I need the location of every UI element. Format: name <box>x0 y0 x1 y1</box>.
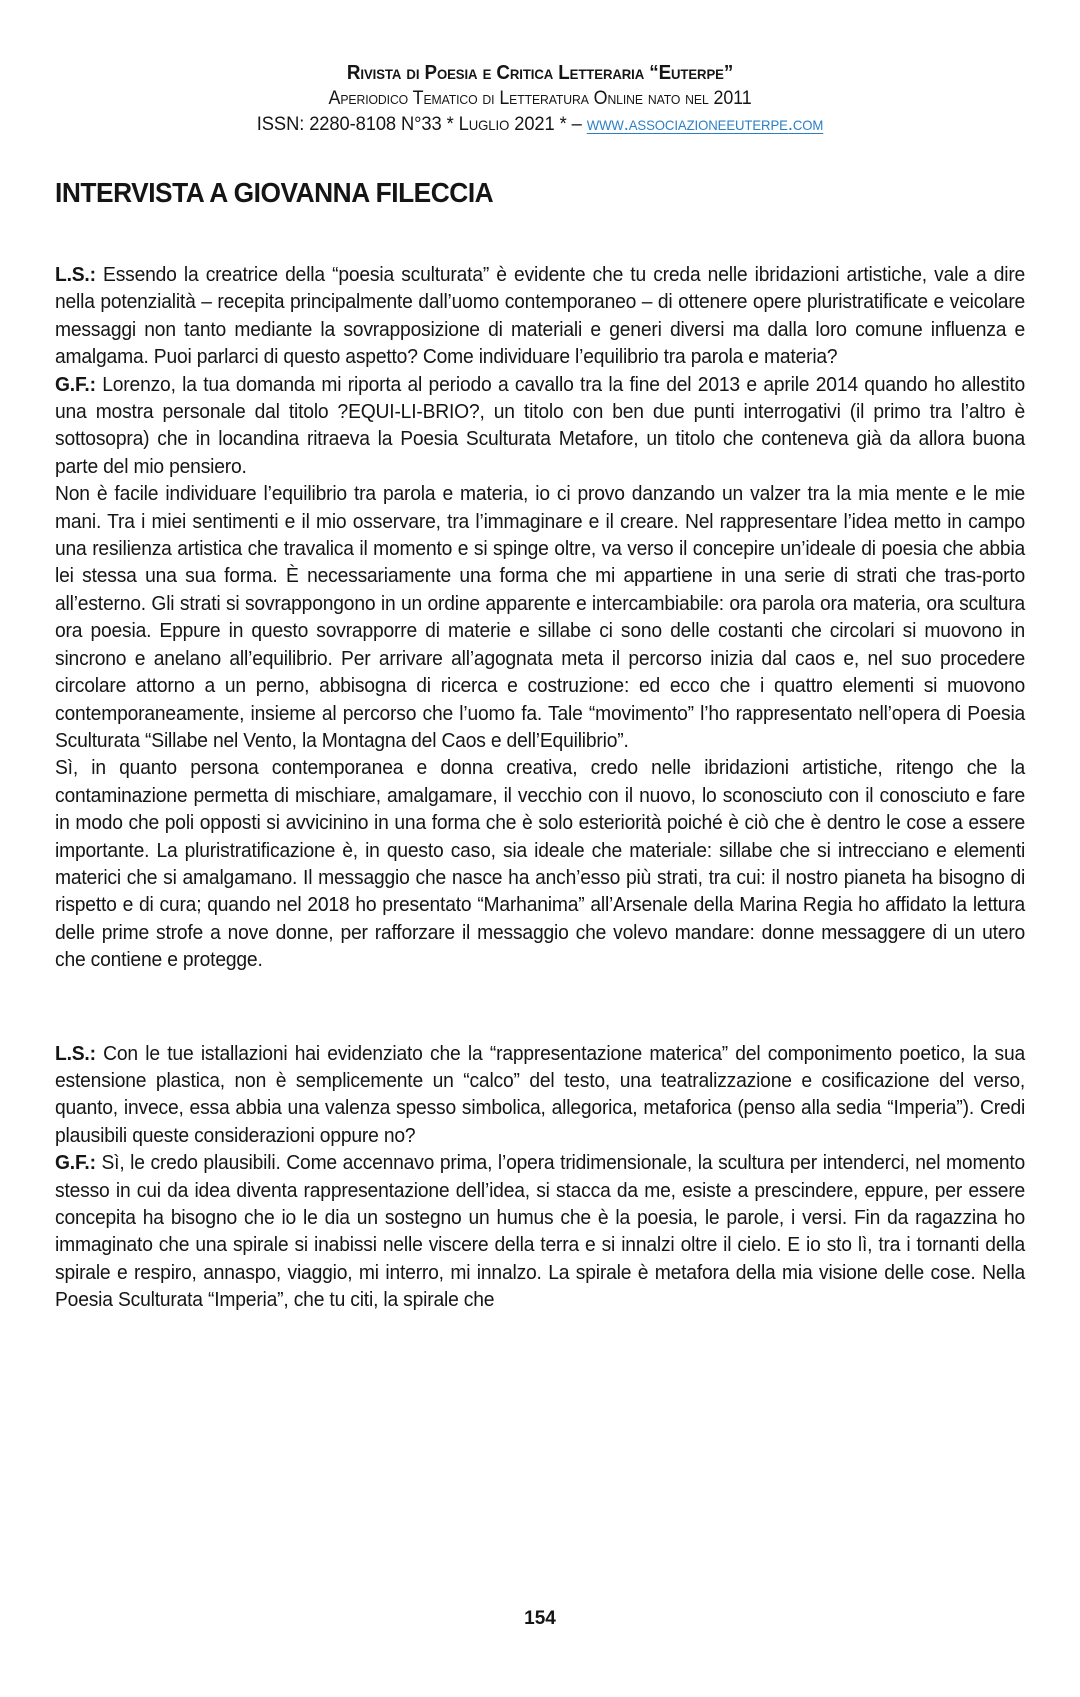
journal-title: Rivista di Poesia e Critica Letteraria “Euterpe” <box>346 62 734 84</box>
article-body <box>55 261 1025 1314</box>
paragraph: G.F.: Sì, le credo plausibili. Come accennavo prima, l’opera tridimensionale, la scultura per intenderci, nel momento stesso in cui da idea diventa rappresentazione dell’idea, si stacca da me, esiste a prescindere, eppure, per essere concepita ha bisogno che io le dia un sostegno un humus che è la poesia, le parole, i versi. Fin da ragazzina ho immaginato che una spirale si inabissi nelle viscere della terra e si innalzi oltre il cielo. E io sto lì, tra i tornanti della spirale e respiro, annaspo, viaggio, mi interro, mi innalzo. La spirale è metafora della mia visione delle cose. Nella Poesia Sculturata “Imperia”, che tu citi, la spirale che <box>55 1151 1026 1312</box>
journal-header <box>55 60 1025 137</box>
journal-website-link[interactable]: www.associazioneeuterpe.com <box>586 113 824 135</box>
page-number: 154 <box>524 1608 556 1629</box>
paragraph: Non è facile individuare l’equilibrio tra parola e materia, io ci provo danzando un valzer tra la mia mente e le mie mani. Tra i miei sentimenti e il mio osservare, tra l’immaginare e il creare. Nel rappresentare l’idea metto in campo una resilienza artistica che travalica il momento e si spinge oltre, va verso il concepire un’ideale di poesia che abbia lei stessa una sua forma. È necessariamente una forma che mi appartiene in una serie di strati che tras-porto all’esterno. Gli strati si sovrappongono in un ordine apparente e intercambiabile: ora parola ora materia, ora scultura ora poesia. Eppure in questo sovrapporre di materie e sillabe ci sono delle costanti che circolari si muovono in sincrono e anelano all’equilibrio. Per arrivare all’agognata meta il percorso inizia dal caos e, nel suo procedere circolare attorno a un perno, abbisogna di ricerca e costruzione: ed ecco che i quattro elementi si muovono contemporaneamente, insieme al percorso che l’uomo fa. Tale “movimento” l’ho rappresentato nell’opera di Poesia Sculturata “Sillabe nel Vento, la Montagna del Caos e dell’Equilibrio”. <box>55 482 1026 752</box>
speaker-label: G.F.: <box>55 372 103 396</box>
speaker-label: L.S.: <box>55 263 104 286</box>
issn-issue-text: ISSN: 2280-8108 N°33 * Luglio 2021 * – <box>256 113 587 135</box>
paragraph: L.S.: Con le tue istallazioni hai evidenziato che la “rappresentazione materica” del componimento poetico, la sua estensione plastica, non è semplicemente un “calco” del testo, una teatralizzazione e cosificazione del verso, quanto, invece, essa abbia una valenza spesso simbolica, allegorica, metaforica (penso alla sedia “Imperia”). Credi plausibili queste considerazioni oppure no? <box>55 1041 1026 1147</box>
speaker-label: G.F.: <box>55 1151 102 1175</box>
journal-subtitle: Aperiodico Tematico di Letteratura Online nato nel 2011 <box>328 88 752 109</box>
speaker-label: L.S.: <box>55 1041 104 1065</box>
page-content <box>55 60 1025 1314</box>
paragraph: L.S.: Essendo la creatrice della “poesia sculturata” è evidente che tu creda nelle ibridazioni artistiche, vale a dire nella potenzialità – recepita principalmente dall’uomo contemporaneo – di ottenere opere pluristratificate e veicolare messaggi non tanto mediante la sovrapposizione di materiali e generi diversi ma dalla loro comune influenza e amalgama. Puoi parlarci di questo aspetto? Come individuare l’equilibrio tra parola e materia? <box>55 263 1026 369</box>
paragraph: G.F.: Lorenzo, la tua domanda mi riporta al periodo a cavallo tra la fine del 2013 e aprile 2014 quando ho allestito una mostra personale dal titolo ?EQUI-LI-BRIO?, un titolo con ben due punti interrogativi (il primo tra l’altro è sottosopra) che in locandina ritraeva la Poesia Sculturata Metafore, un titolo che conteneva già da allora buona parte del mio pensiero. <box>55 372 1026 478</box>
journal-issue-line <box>55 111 1025 137</box>
article-title: INTERVISTA A GIOVANNA FILECCIA <box>55 177 494 208</box>
paragraph: Sì, in quanto persona contemporanea e donna creativa, credo nelle ibridazioni artistiche, ritengo che la contaminazione permetta di mischiare, amalgamare, il vecchio con il nuovo, lo sconosciuto con il conosciuto e fare in modo che poli opposti si avvicinino in una forma che è solo esteriorità poiché è ciò che è dentro le cose a essere importante. La pluristratificazione è, in questo caso, sia ideale che materiale: sillabe che si intrecciano e elementi materici che si amalgamano. Il messaggio che nasce ha anch’esso più strati, tra cui: il nostro pianeta ha bisogno di rispetto e di cura; quando nel 2018 ho presentato “Marhanima” all’Arsenale della Marina Regia ho affidato la lettura delle prime strofe a nove donne, per rafforzare il messaggio che volevo mandare: donne messaggere di un utero che contiene e protegge. <box>55 756 1026 972</box>
